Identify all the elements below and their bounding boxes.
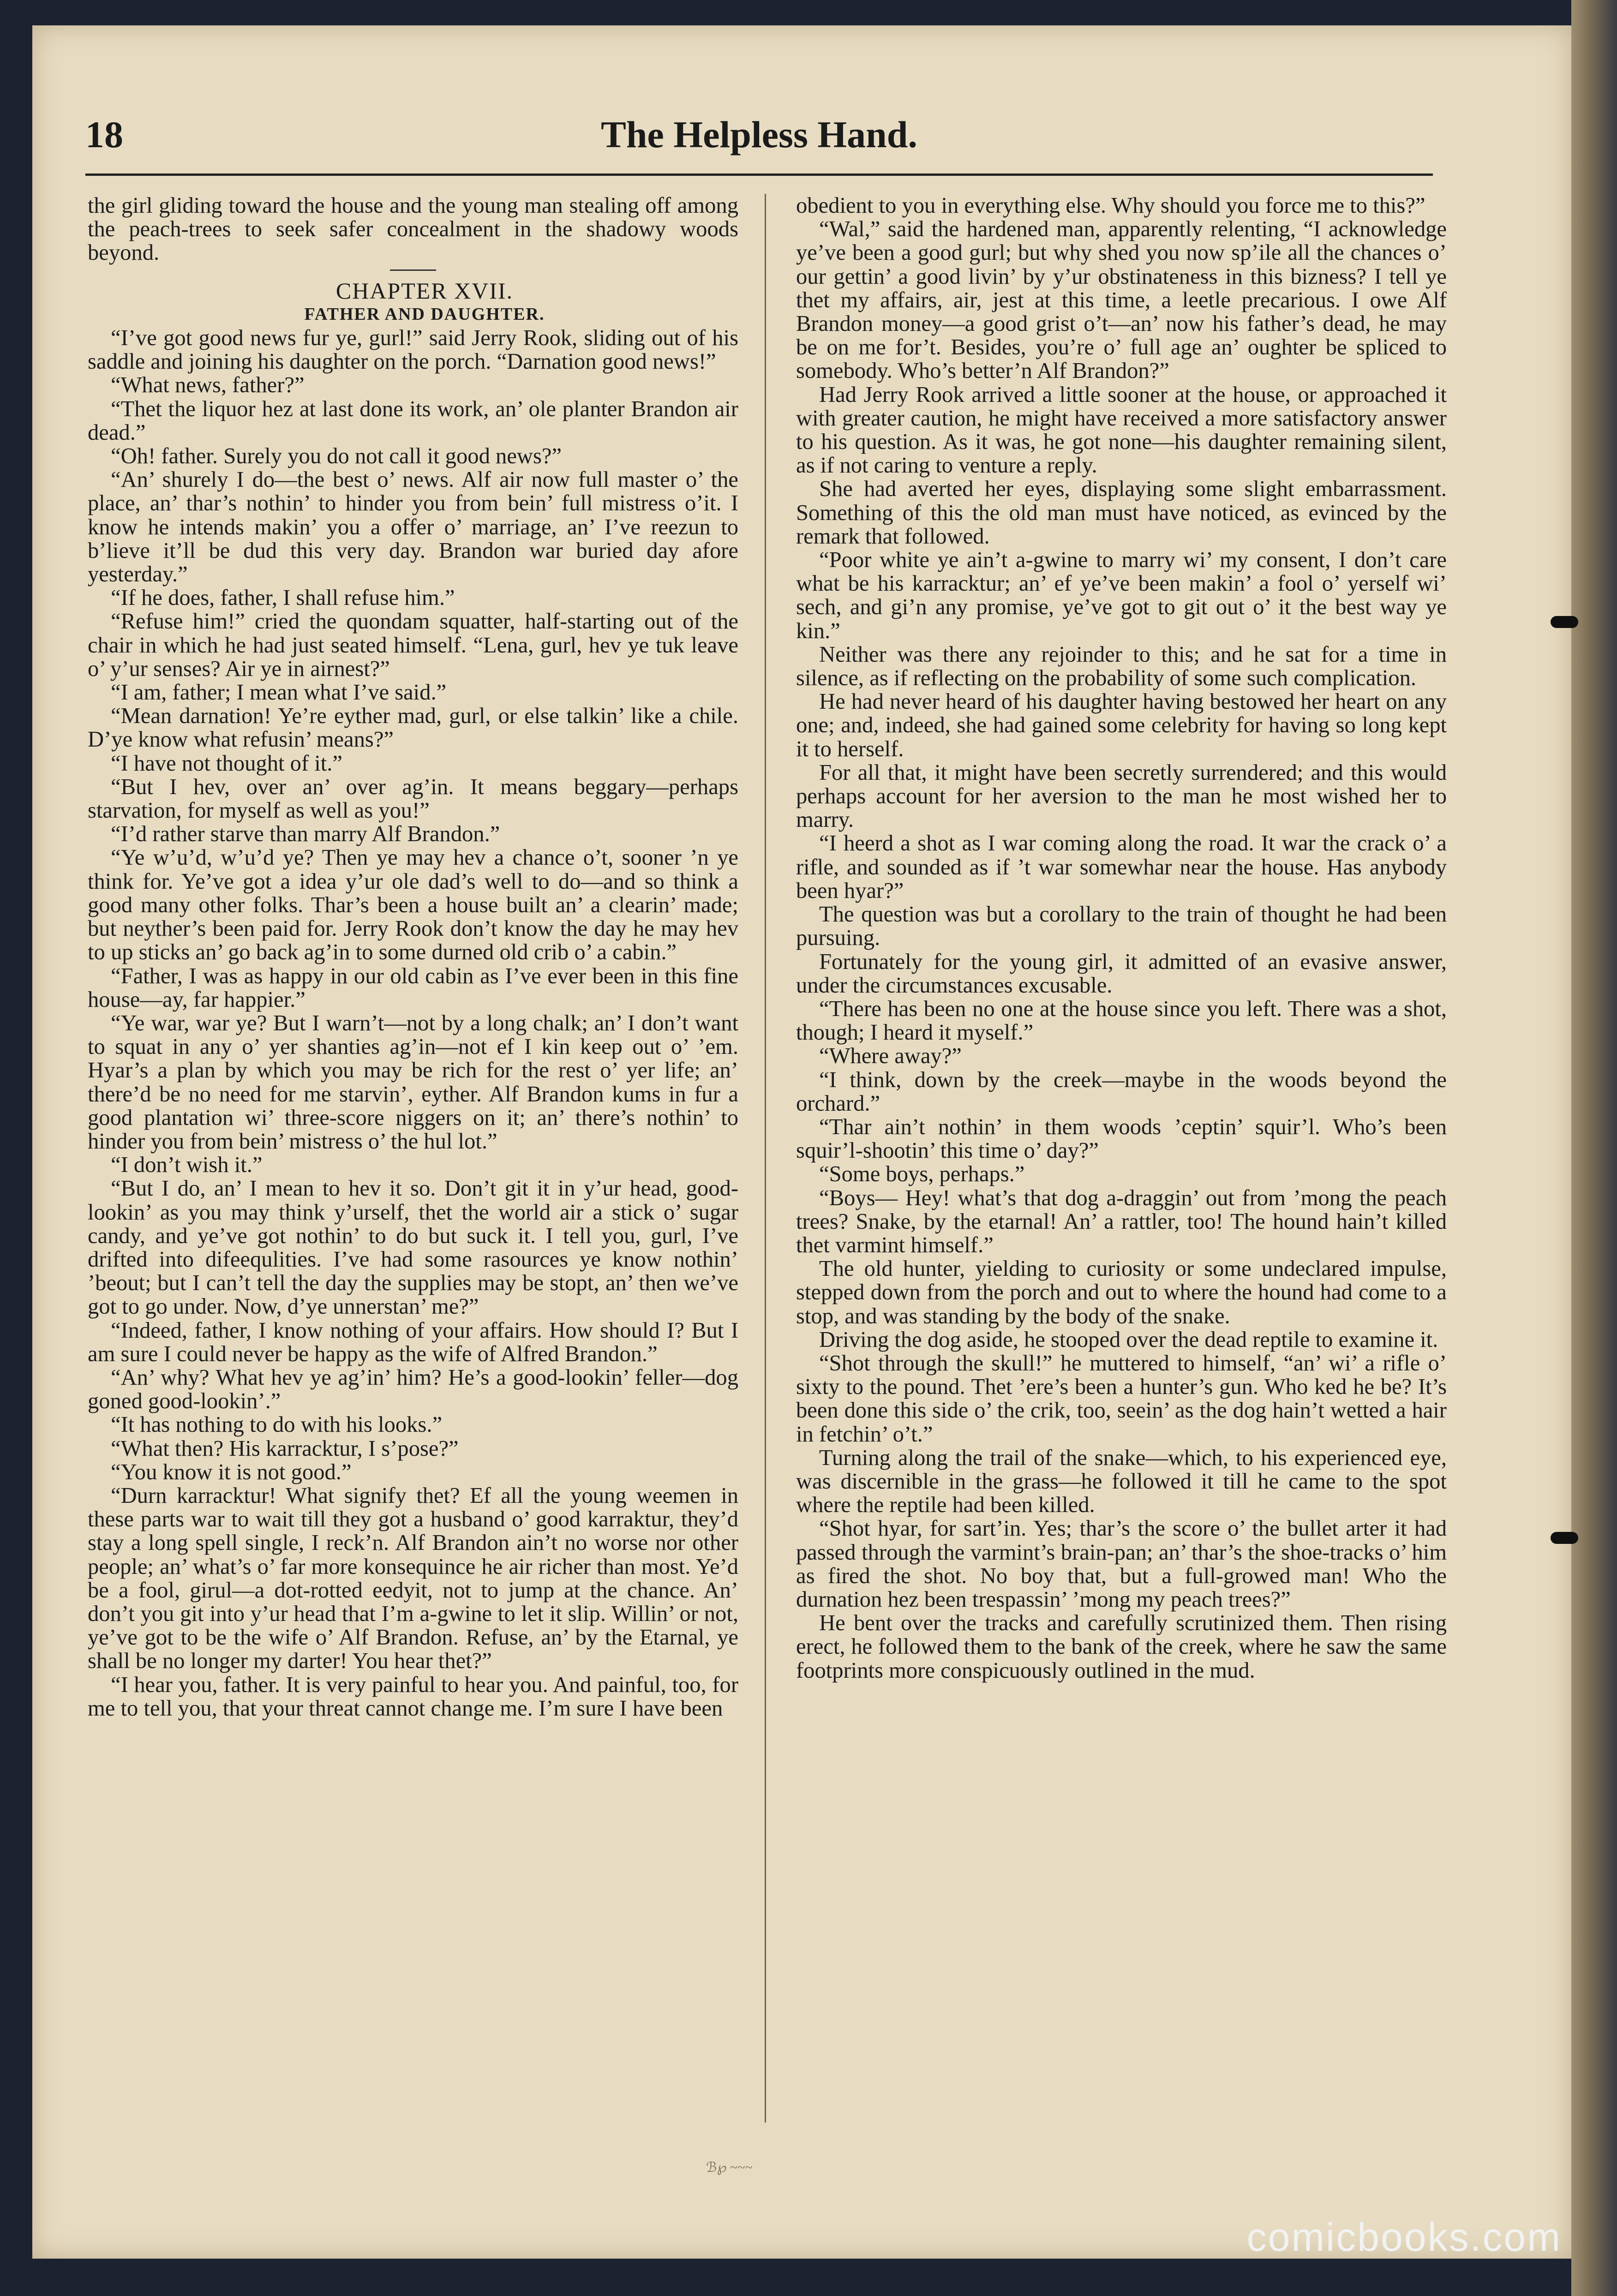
paragraph: “I hear you, father. It is very painful to hear you. And painful, too, for me to tell you, that your threat cannot change me. I’m sure I have been (88, 1672, 738, 1721)
page-gutter (1571, 0, 1617, 2296)
paragraph: “An’ shurely I do—the best o’ news. Alf air now full master o’ the place, an’ thar’s nothin’ to hinder you from bein’ full mistress o’it. I know he intends makin’ you a offer o’ marriage, an’ I’ve reezun to b’lieve it’ll be dud this very day. Brandon war buried day afore yesterday.” (88, 467, 738, 587)
left-paragraphs (88, 326, 738, 1720)
page-header (85, 113, 1433, 164)
right-paragraphs (796, 194, 1447, 1682)
paragraph: She had averted her eyes, displaying some slight embarrassment. Something of this the old man must have noticed, as evinced by the remark that followed. (796, 476, 1447, 549)
paragraph: “I don’t wish it.” (111, 1152, 263, 1178)
paragraph: obedient to you in everything else. Why should you force me to this?” (796, 194, 1425, 218)
paragraph: “Thet the liquor hez at last done its work, an’ ole planter Brandon air dead.” (88, 396, 738, 445)
footer-mark: ℬ℘ ~~~ (706, 2160, 753, 2175)
paragraph: Neither was there any rejoinder to this; and he sat for a time in silence, as if reflecting on the probability of some such complication. (796, 641, 1447, 691)
paragraph: “If he does, father, I shall refuse him.” (111, 585, 455, 610)
paragraph: Turning along the trail of the snake—which, to his experienced eye, was discernible in the grass—he followed it till he came to the spot where the reptile had been killed. (796, 1445, 1447, 1518)
paragraph: “Poor white ye ain’t a-gwine to marry wi’ my consent, I don’t care what be his karracktur; an’ ef ye’ve been makin’ a fool o’ yerself wi’ sech, and gi’n any promise, ye’ve got to git out o’ it the best way ye kin.” (796, 547, 1447, 643)
running-title: The Helpless Hand. (601, 114, 917, 155)
paragraph: Fortunately for the young girl, it admitted of an evasive answer, under the circumstances excusable. (796, 949, 1447, 998)
watermark: comicbooks.com (1246, 2215, 1562, 2260)
paragraph: “Durn karracktur! What signify thet? Ef all the young weemen in these parts war to wait till they got a husband o’ good karraktur, they’d stay a long spell single, I reck’n. Alf Brandon ain’t no worse nor other people; an’ what’s o’ far more konsequince he air richer than most. Ye’d be a fool, girul—a dot-rotted eedyit, not to jump at the chance. An’ don’t you git into y’ur head that I’m a-gwine to let it slip. Willin’ or not, ye’ve got to be the wife o’ Alf Brandon. Refuse, an’ by the Etarnal, ye shall be no longer my darter! You hear thet?” (88, 1483, 738, 1674)
right-column (796, 194, 1447, 2123)
paragraph: “I’d rather starve than marry Alf Brandon.” (111, 821, 500, 847)
paragraph: “Father, I was as happy in our old cabin as I’ve ever been in this fine house—ay, far happier.” (88, 963, 738, 1012)
paragraph: “Shot hyar, for sart’in. Yes; thar’s the score o’ the bullet arter it had passed through the varmint’s brain-pan; an’ thar’s the shoe-tracks o’ him as fired the shot. No boy that, but a full-growed man! Who the durnation hez been trespassin’ ’mong my peach trees?” (796, 1516, 1447, 1612)
paragraph: “It has nothing to do with his looks.” (111, 1412, 443, 1437)
paragraph: “Indeed, father, I know nothing of your affairs. How should I? But I am sure I could never be happy as the wife of Alfred Brandon.” (88, 1317, 738, 1366)
binding-hole (1551, 616, 1578, 628)
binding-hole (1551, 1532, 1578, 1544)
chapter-subtitle: FATHER AND DAUGHTER. (304, 304, 545, 324)
paragraph: “An’ why? What hev ye ag’in’ him? He’s a good-lookin’ feller—dog goned good-lookin’.” (88, 1364, 738, 1414)
left-column (88, 194, 738, 2123)
paragraph: “I think, down by the creek—maybe in the woods beyond the orchard.” (796, 1067, 1447, 1116)
paragraph: “Shot through the skull!” he muttered to himself, “an’ wi’ a rifle o’ sixty to the pound. Thet ’ere’s been a hunter’s gun. Who ked he be? It’s been done this side o’ the crik, too, seein’ as the dog hain’t wetted a hair in fetchin’ o’t.” (796, 1350, 1447, 1447)
paragraph: Driving the dog aside, he stooped over the dead reptile to examine it. (819, 1327, 1438, 1352)
paragraph: “Some boys, perhaps.” (819, 1161, 1025, 1187)
page-number: 18 (85, 114, 123, 155)
paragraph: “I am, father; I mean what I’ve said.” (111, 680, 447, 705)
paragraph: “Wal,” said the hardened man, apparently relenting, “I acknowledge ye’ve been a good gurl; but why shed you now sp’ile all the chances o’ our gettin’ a good livin’ by y’ur obstinateness in this bizness? I tell ye thet my affairs, air, jest at this time, a leetle precarious. I owe Alf Brandon money—a good grist o’t—an’ now his father’s dead, he may be on me for’t. Besides, you’re o’ full age an’ oughter be spliced to somebody. Who’s better’n Alf Brandon?” (796, 216, 1447, 383)
paragraph: Had Jerry Rook arrived a little sooner at the house, or approached it with greater caution, he might have received a more satisfactory answer to his question. As it was, he got none—his daughter remaining silent, as if not caring to venture a reply. (796, 382, 1447, 478)
paragraph: “What then? His karracktur, I s’pose?” (111, 1435, 459, 1461)
paragraph: “But I do, an’ I mean to hev it so. Don’t git it in y’ur head, good-lookin’ as you may think y’urself, thet the world air a stick o’ sugar candy, and ye’ve got nothin’ to do but suck it. I tell you, gurl, I’ve drifted into difeequlities. I’ve had some rasources ye know nothin’ ’beout; but I can’t tell the day the supplies may be stopt, an’ then we’ve got to go under. Now, d’ye unnerstan’ me?” (88, 1176, 738, 1319)
paragraph: “Mean darnation! Ye’re eyther mad, gurl, or else talkin’ like a chile. D’ye know what refusin’ means?” (88, 703, 738, 752)
paragraph: “I have not thought of it.” (111, 750, 343, 776)
paragraph: “Ye w’u’d, w’u’d ye? Then ye may hev a chance o’t, sooner ’n ye think for. Ye’ve got a idea y’ur ole dad’s well to do—and so think a good many other folks. Thar’s been a house built an’ a clearin’ made; but neyther’s been paid for. Jerry Rook don’t know the day he may hev to up sticks an’ go back ag’in to some durned old crib o’ a cabin.” (88, 845, 738, 965)
paragraph: “But I hev, over an’ over ag’in. It means beggary—perhaps starvation, for myself as well as you!” (88, 774, 738, 823)
paragraph: For all that, it might have been secretly surrendered; and this would perhaps account for her aversion to the man he most wished her to marry. (796, 759, 1447, 832)
paragraph: The question was but a corollary to the train of thought he had been pursuing. (796, 902, 1447, 951)
paragraph: He had never heard of his daughter having bestowed her heart on any one; and, indeed, she had gained some celebrity for having so long kept it to herself. (796, 689, 1447, 761)
header-rule (85, 173, 1433, 176)
chapter-title: CHAPTER XVII. (335, 277, 514, 304)
intro-paragraph: the girl gliding toward the house and the young man stealing off among the peach-trees to seek safer concealment in the shadowy woods beyond. (88, 194, 738, 265)
paragraph: “Boys— Hey! what’s that dog a-draggin’ out from ’mong the peach trees? Snake, by the etarnal! An’ a rattler, too! The hound hain’t killed thet varmint himself.” (796, 1185, 1447, 1257)
paragraph: “Thar ain’t nothin’ in them woods ’ceptin’ squir’l. Who’s been squir’l-shootin’ this time o’ day?” (796, 1114, 1447, 1163)
paragraph: “You know it is not good.” (111, 1459, 352, 1484)
paragraph: The old hunter, yielding to curiosity or some undeclared impulse, stepped down from the porch and out to where the hound had come to a stop, and was standing by the body of the snake. (796, 1256, 1447, 1328)
paragraph: “Refuse him!” cried the quondam squatter, half-starting out of the chair in which he had just seated himself. “Lena, gurl, hev ye tuk leave o’ y’ur senses? Air ye in airnest?” (88, 609, 738, 681)
column-divider (765, 194, 766, 2123)
paragraph: “Oh! father. Surely you do not call it good news?” (111, 443, 562, 469)
paragraph: “There has been no one at the house since you left. There was a shot, though; I heard it myself.” (796, 996, 1447, 1045)
paragraph: “Where away?” (819, 1043, 962, 1069)
paragraph: “I’ve got good news fur ye, gurl!” said Jerry Rook, sliding out of his saddle and joining his daughter on the porch. “Darnation good news!” (88, 325, 738, 374)
paragraph: “I heerd a shot as I war coming along the road. It war the crack o’ a rifle, and sounded as if ’t war somewhar near the house. Has anybody been hyar?” (796, 831, 1447, 903)
paragraph: He bent over the tracks and carefully scrutinized them. Then rising erect, he followed them to the bank of the creek, where he saw the same footprints more conspicuously outlined in the mud. (796, 1610, 1447, 1683)
paragraph: “Ye war, war ye? But I warn’t—not by a long chalk; an’ I don’t want to squat in any o’ yer shanties ag’in—not ef I kin keep out o’ ’em. Hyar’s a plan by which you may be rich for the rest o’ yer life; an’ there’d be no need for me starvin’, eyther. Alf Brandon kums in fur a good plantation wi’ three-score niggers on it; an’ there’s nothin’ to hinder you from bein’ mistress o’ the hul lot.” (88, 1010, 738, 1154)
section-rule (390, 269, 436, 271)
paragraph: “What news, father?” (111, 372, 305, 398)
